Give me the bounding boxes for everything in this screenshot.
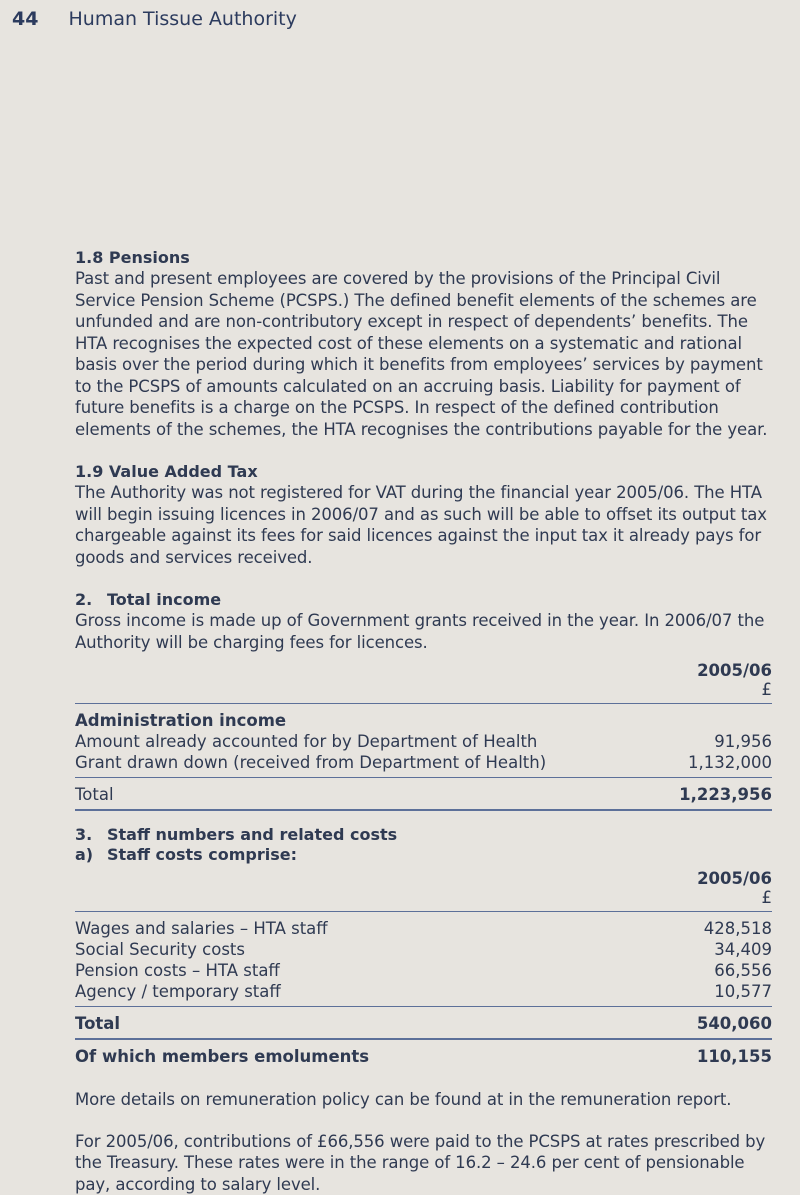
row-label: Grant drawn down (received from Department of Health) (75, 752, 546, 773)
section-staff-costs (75, 825, 772, 865)
pensions-text: Past and present employees are covered by the provisions of the Principal Civil Service Pension Scheme (PCSPS.) The defined benefit elements of the schemes are unfunded and are non-contributory except in respect of dependents’ benefits. The HTA recognises the expected cost of these elements on a systematic and rational basis over the period during which it benefits from employees’ services by payment to the PCSPS of amounts calculated on an accruing basis. Liability for payment of future benefits is a charge on the PCSPS. In respect of the defined contribution elements of the schemes, the HTA recognises the contributions payable for the year. (75, 268, 772, 440)
table-row (75, 981, 772, 1002)
members-emoluments-row (75, 1046, 772, 1067)
staff-costs-subheading (75, 845, 772, 865)
staff-column-year: 2005/06 (75, 869, 772, 888)
income-column-unit: £ (75, 680, 772, 699)
table-row (75, 960, 772, 981)
income-total-rule (75, 777, 772, 778)
staff-column-unit: £ (75, 888, 772, 907)
staff-section-title: Staff numbers and related costs (107, 825, 397, 844)
total-income-heading (75, 590, 772, 610)
row-label: Agency / temporary staff (75, 981, 281, 1002)
row-value: 10,577 (714, 981, 772, 1002)
table-row (75, 752, 772, 773)
section-pensions (75, 248, 772, 440)
total-label: Total (75, 1013, 120, 1034)
organisation-name: Human Tissue Authority (69, 8, 297, 30)
remuneration-note: More details on remuneration policy can be found at in the remuneration report. (75, 1089, 772, 1111)
table-row (75, 918, 772, 939)
row-label: Wages and salaries – HTA staff (75, 918, 328, 939)
row-value: 66,556 (714, 960, 772, 981)
total-income-text: Gross income is made up of Government grants received in the year. In 2006/07 the Authority will be charging fees for licences. (75, 610, 772, 653)
staff-numbers-heading (75, 825, 772, 845)
staff-sub-number: a) (75, 845, 107, 865)
vat-text: The Authority was not registered for VAT during the financial year 2005/06. The HTA will begin issuing licences in 2006/07 and as such will be able to offset its output tax chargeable against its fees for said licences against the input tax it already pays for goods and services received. (75, 482, 772, 568)
income-group-label: Administration income (75, 710, 772, 731)
staff-costs-table (75, 869, 772, 1067)
table-row (75, 939, 772, 960)
staff-header-rule (75, 911, 772, 912)
row-label: Social Security costs (75, 939, 245, 960)
row-value: 91,956 (714, 731, 772, 752)
table-row (75, 731, 772, 752)
document-body (75, 248, 772, 1195)
pcsps-contributions-note: For 2005/06, contributions of £66,556 were paid to the PCSPS at rates prescribed by the Treasury. These rates were in the range of 16.2 – 24.6 per cent of pensionable pay, according to salary level. (75, 1131, 772, 1195)
staff-total-row (75, 1013, 772, 1034)
total-value: 540,060 (697, 1013, 772, 1034)
members-label: Of which members emoluments (75, 1046, 369, 1067)
section-vat (75, 462, 772, 568)
row-value: 1,132,000 (688, 752, 772, 773)
staff-members-rule (75, 1038, 772, 1040)
staff-sub-title: Staff costs comprise: (107, 845, 297, 864)
total-income-title: Total income (107, 590, 221, 609)
page-number: 44 (12, 8, 38, 30)
vat-heading: 1.9 Value Added Tax (75, 462, 772, 482)
row-label: Pension costs – HTA staff (75, 960, 280, 981)
members-value: 110,155 (697, 1046, 772, 1067)
page-header (12, 8, 297, 30)
staff-section-number: 3. (75, 825, 107, 845)
staff-total-rule (75, 1006, 772, 1007)
income-total-row (75, 784, 772, 805)
income-table (75, 661, 772, 811)
income-header-rule (75, 703, 772, 704)
pensions-heading: 1.8 Pensions (75, 248, 772, 268)
row-value: 34,409 (714, 939, 772, 960)
total-income-number: 2. (75, 590, 107, 610)
section-total-income (75, 590, 772, 653)
total-value: 1,223,956 (679, 784, 772, 805)
row-value: 428,518 (704, 918, 772, 939)
total-label: Total (75, 784, 114, 805)
income-column-year: 2005/06 (75, 661, 772, 680)
row-label: Amount already accounted for by Department of Health (75, 731, 537, 752)
income-bottom-rule (75, 809, 772, 811)
